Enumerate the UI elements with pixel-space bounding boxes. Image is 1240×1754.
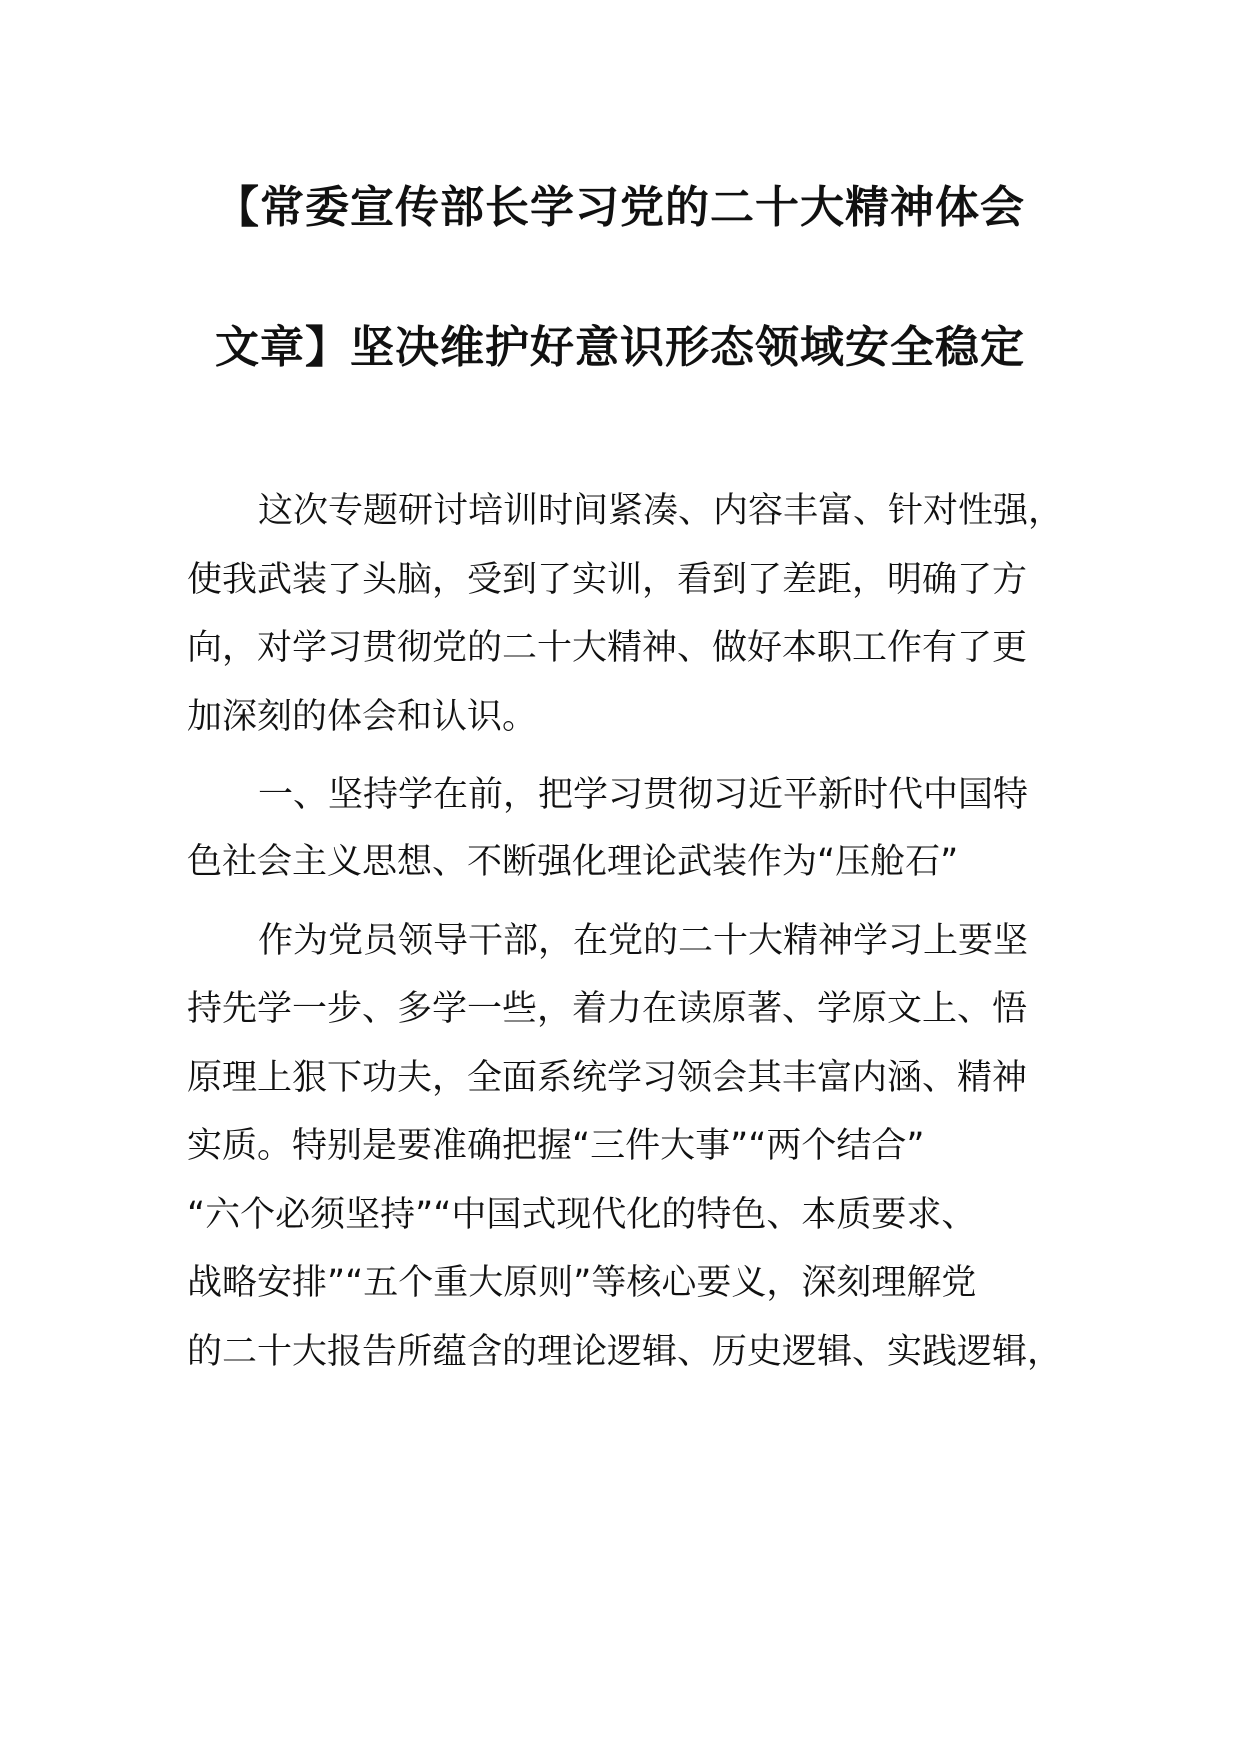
section-heading-line-1: 一、坚持学在前，把学习贯彻习近平新时代中国特	[258, 775, 1029, 815]
paragraph-3-line-2: 持先学一步、多学一些，着力在读原著、学原文上、悟	[187, 989, 1028, 1029]
paragraph-1-line-3: 向，对学习贯彻党的二十大精神、做好本职工作有了更	[187, 628, 1028, 668]
paragraph-3-line-1: 作为党员领导干部，在党的二十大精神学习上要坚	[258, 921, 1029, 961]
paragraph-3-line-4: 实质。特别是要准确把握“三件大事”“两个结合”	[187, 1126, 925, 1166]
paragraph-3-line-7: 的二十大报告所蕴含的理论逻辑、历史逻辑、实践逻辑，	[187, 1332, 1063, 1372]
paragraph-1-line-2: 使我武装了头脑，受到了实训，看到了差距，明确了方	[187, 560, 1028, 600]
paragraph-3-line-3: 原理上狠下功夫，全面系统学习领会其丰富内涵、精神	[187, 1058, 1028, 1098]
section-heading-line-2: 色社会主义思想、不断强化理论武装作为“压舱石”	[187, 842, 959, 882]
paragraph-3-line-5: “六个必须坚持”“中国式现代化的特色、本质要求、	[187, 1195, 977, 1235]
paragraph-1-line-1: 这次专题研讨培训时间紧凑、内容丰富、针对性强，	[258, 491, 1064, 531]
paragraph-3-line-6: 战略安排”“五个重大原则”等核心要义，深刻理解党	[187, 1263, 977, 1303]
document-title-line-1: 【常委宣传部长学习党的二十大精神体会	[215, 182, 1025, 233]
paragraph-1-line-4: 加深刻的体会和认识。	[187, 697, 538, 737]
document-title-line-2: 文章】坚决维护好意识形态领域安全稳定	[215, 322, 1025, 373]
